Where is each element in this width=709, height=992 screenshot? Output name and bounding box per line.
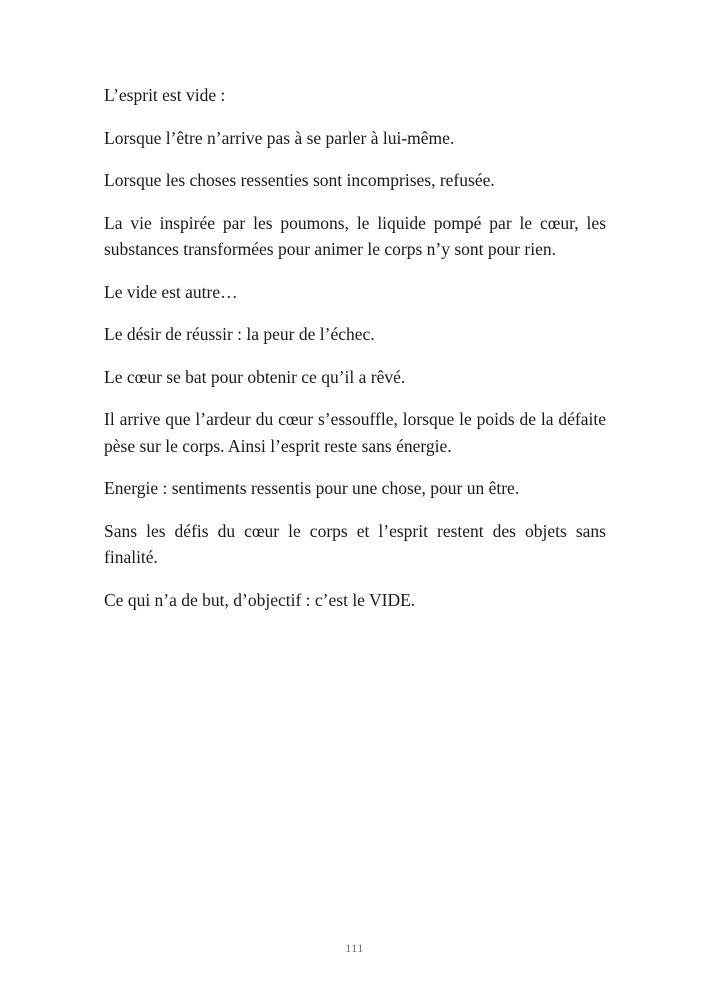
paragraph: Lorsque l’être n’arrive pas à se parler à lui-même. (104, 127, 455, 148)
text-body (104, 82, 606, 629)
paragraph: Lorsque les choses ressenties sont incomprises, refusée. (104, 170, 495, 190)
paragraph: Le cœur se bat pour obtenir ce qu’il a rêvé. (104, 366, 406, 387)
paragraph: Le désir de réussir : la peur de l’échec. (104, 324, 375, 344)
paragraph: L’esprit est vide : (104, 85, 226, 105)
paragraph: Energie : sentiments ressentis pour une chose, pour un être. (104, 478, 520, 498)
page-number: 111 (345, 941, 364, 955)
paragraph: Sans les défis du cœur le corps et l’esprit restent des objets sans finalité. (104, 520, 606, 567)
paragraph: Il arrive que l’ardeur du cœur s’essouffle, lorsque le poids de la défaite pèse sur le corps. Ainsi l’esprit reste sans énergie. (104, 409, 606, 456)
paragraph: Le vide est autre… (104, 281, 238, 302)
paragraph: La vie inspirée par les poumons, le liquide pompé par le cœur, les substances transformées pour animer le corps n’y sont pour rien. (104, 212, 606, 259)
paragraph: Ce qui n’a de but, d’objectif : c’est le VIDE. (104, 589, 416, 610)
